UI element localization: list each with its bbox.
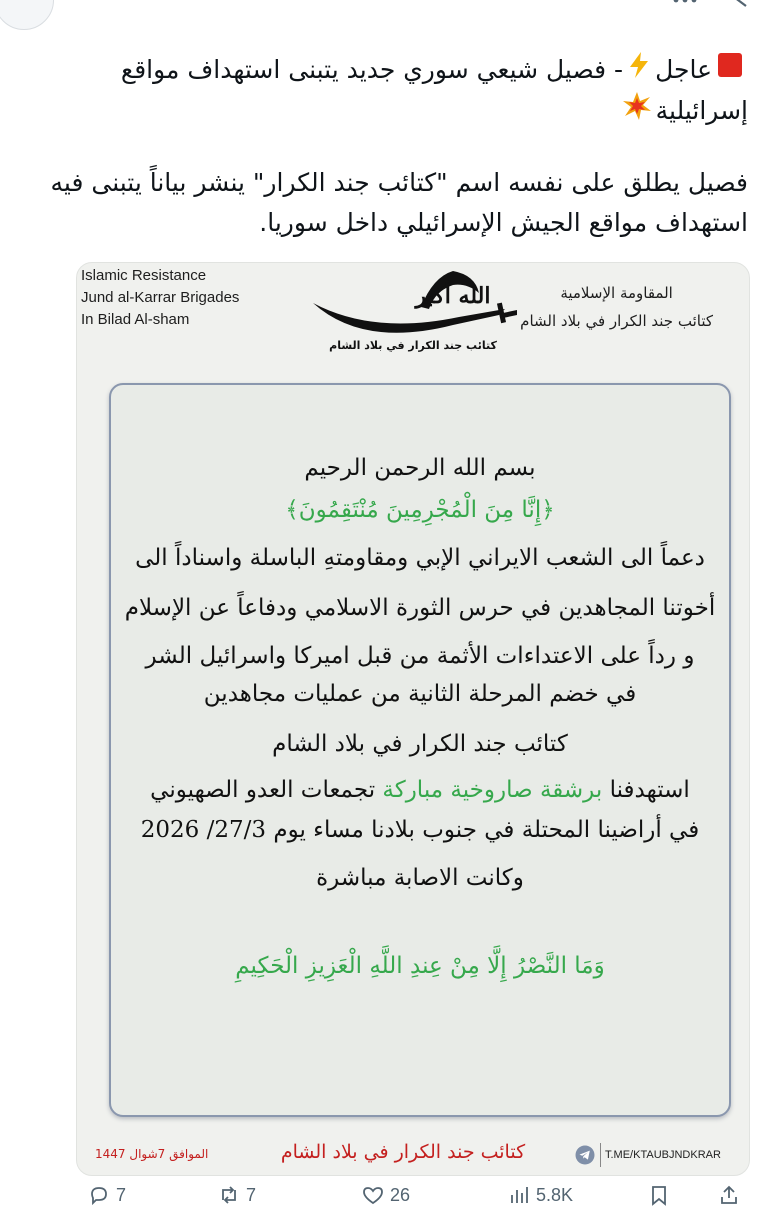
view-count: 5.8K [536, 1184, 574, 1205]
closing-verse: وَمَا النَّصْرُ إِلَّا مِنْ عِندِ اللَّهِ الْعَزِيزِ الْحَكِيمِ [235, 953, 605, 979]
views-icon [508, 1184, 530, 1206]
statement-line-5: كتائب جند الكرار في بلاد الشام [272, 731, 568, 757]
header-en-line-1: Islamic Resistance [81, 267, 207, 284]
reply-icon [88, 1184, 110, 1206]
header-arabic [520, 279, 713, 335]
more-icon[interactable] [672, 0, 698, 8]
repost-button[interactable] [218, 1184, 256, 1206]
statement-line-8: وكانت الاصابة مباشرة [316, 865, 524, 891]
action-bar [0, 1180, 768, 1205]
grok-icon[interactable] [728, 0, 748, 8]
line6-pre: استهدفنا [609, 777, 690, 803]
telegram-icon [575, 1145, 595, 1165]
top-strip [0, 0, 768, 30]
statement-line-1: دعماً الى الشعب الايراني الإبي ومقاومتهِ الباسلة واسناداً الى [135, 545, 705, 571]
headline-text: - فصيل شيعي سوري جديد يتبنى استهداف مواقع إسرائيلية [120, 55, 748, 125]
tweet-body: فصيل يطلق على نفسه اسم "كتائب جند الكرار" ينشر بياناً يتبنى فيه استهداف مواقع الجيش الإسرائيلي داخل سوريا. [50, 168, 748, 237]
tweet-media-image[interactable] [76, 262, 750, 1176]
basmala: بسم الله الرحمن الرحيم [304, 455, 536, 481]
header-ar-line-2: كتائب جند الكرار في بلاد الشام [520, 312, 713, 330]
line6-post: تجمعات العدو الصهيوني [150, 777, 376, 803]
share-button[interactable] [718, 1184, 740, 1206]
bookmark-icon [648, 1184, 670, 1206]
heart-icon [362, 1184, 384, 1206]
footer-telegram-link: T.ME/KTAUBJNDKRAR [605, 1149, 721, 1161]
lightning-icon [627, 51, 651, 91]
footer-signature: كتائب جند الكرار في بلاد الشام [280, 1141, 526, 1163]
reply-count: 7 [116, 1184, 127, 1205]
repost-icon [218, 1184, 240, 1206]
headline-urgent: عاجل [655, 55, 712, 84]
like-button[interactable] [362, 1184, 410, 1206]
quran-verse: ﴿إِنَّا مِنَ الْمُجْرِمِينَ مُنْتَقِمُونَ﴾ [285, 497, 555, 523]
header-ar-line-1: المقاومة الإسلامية [560, 284, 673, 302]
reply-button[interactable] [88, 1184, 126, 1206]
share-icon [718, 1184, 740, 1206]
statement-line-6 [121, 777, 719, 803]
statement-line-3: و رداً على الاعتداءات الأثمة من قبل اميركا واسرائيل الشر [145, 643, 695, 669]
views-button[interactable] [508, 1184, 573, 1206]
statement-panel [109, 383, 731, 1117]
red-square-icon [716, 51, 744, 91]
tweet-headline [28, 50, 748, 133]
collision-icon [622, 91, 652, 133]
emblem-text: الله أكبر [415, 283, 491, 309]
bookmark-button[interactable] [648, 1184, 670, 1206]
header-en-line-2: Jund al-Karrar Brigades [81, 289, 240, 306]
footer-divider [600, 1143, 601, 1167]
repost-count: 7 [246, 1184, 257, 1205]
statement-line-2: أخوتنا المجاهدين في حرس الثورة الاسلامي ودفاعاً عن الإسلام [124, 595, 716, 621]
statement-line-7: في أراضينا المحتلة في جنوب بلادنا مساء يوم 27/3/ 2026 [140, 817, 700, 843]
header-english [81, 265, 239, 331]
line6-highlight: برشقة صاروخية مباركة [382, 777, 603, 803]
statement-line-4: في خضم المرحلة الثانية من عمليات مجاهدين [203, 681, 637, 707]
emblem-caption: كتائب جند الكرار في بلاد الشام [329, 339, 497, 352]
footer-date: الموافق 7شوال 1447 [95, 1147, 209, 1161]
header-en-line-3: In Bilad Al-sham [81, 311, 190, 328]
avatar[interactable] [0, 0, 54, 30]
like-count: 26 [390, 1184, 411, 1205]
